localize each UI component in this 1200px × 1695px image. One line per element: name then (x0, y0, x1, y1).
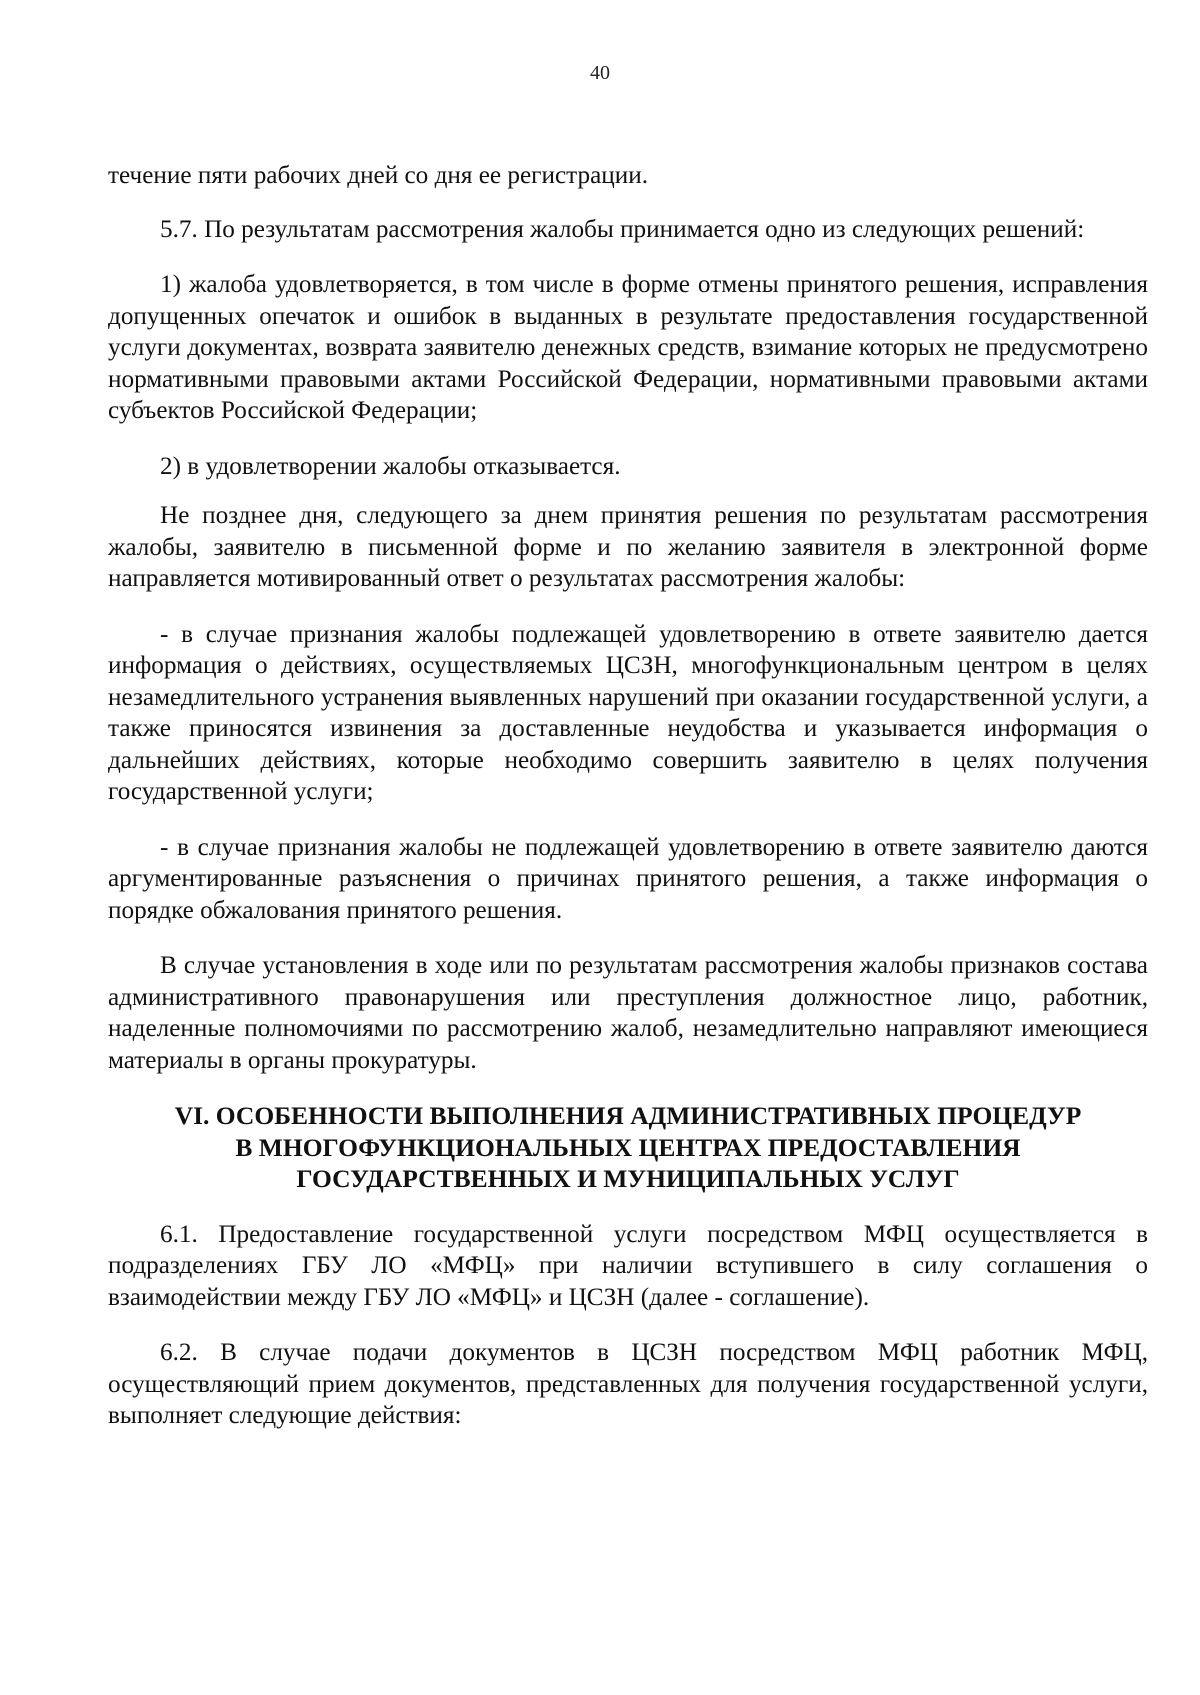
page-number: 40 (590, 62, 610, 84)
section-heading-line: VI. ОСОБЕННОСТИ ВЫПОЛНЕНИЯ АДМИНИСТРАТИВНЫХ ПРОЦЕДУР (174, 1101, 1082, 1130)
paragraph-5-7: 5.7. По результатам рассмотрения жалобы принимается одно из следующих решений: (160, 215, 1085, 243)
paragraph-6-2: 6.2. В случае подачи документов в ЦСЗН посредством МФЦ работник МФЦ, осуществляющий прием документов, представленных для получения государственной услуги, выполняет следующие действия: (108, 1339, 1148, 1429)
paragraph-satisfied-case: - в случае признания жалобы подлежащей удовлетворению в ответе заявителю дается информация о действиях, осуществляемых ЦСЗН, многофункциональным центром в целях незамедлительного устранения выявленных нарушений при оказании государственной услуги, а также приносятся извинения за доставленные неудобства и указывается информация о дальнейших действиях, которые необходимо совершить заявителю в целях получения государственной услуги; (108, 620, 1148, 805)
paragraph-decision-1: 1) жалоба удовлетворяется, в том числе в форме отмены принятого решения, исправления допущенных опечаток и ошибок в выданных в результате предоставления государственной услуги документах, возврата заявителю денежных средств, взимание которых не предусмотрено нормативными правовыми актами Российской Федерации, нормативными правовыми актами субъектов Российской Федерации; (108, 271, 1148, 424)
paragraph-decision-2: 2) в удовлетворении жалобы отказывается. (160, 452, 621, 480)
paragraph-6-1: 6.1. Предоставление государственной услуги посредством МФЦ осуществляется в подразделениях ГБУ ЛО «МФЦ» при наличии вступившего в силу соглашения о взаимодействии между ГБУ ЛО «МФЦ» и ЦСЗН (далее - соглашение). (108, 1220, 1148, 1311)
paragraph-continuation: течение пяти рабочих дней со дня ее регистрации. (108, 162, 648, 189)
paragraph-prosecution: В случае установления в ходе или по результатам рассмотрения жалобы признаков состава административного правонарушения или преступления должностное лицо, работник, наделенные полномочиями по рассмотрению жалоб, незамедлительно направляют имеющиеся материалы в органы прокуратуры. (108, 952, 1148, 1074)
section-heading (108, 1100, 1148, 1195)
section-heading-line: ГОСУДАРСТВЕННЫХ И МУНИЦИПАЛЬНЫХ УСЛУГ (296, 1164, 960, 1193)
paragraph-response-deadline: Не позднее дня, следующего за днем принятия решения по результатам рассмотрения жалобы, заявителю в письменной форме и по желанию заявителя в электронной форме направляется мотивированный ответ о результатах рассмотрения жалобы: (108, 502, 1148, 592)
section-heading-line: В МНОГОФУНКЦИОНАЛЬНЫХ ЦЕНТРАХ ПРЕДОСТАВЛЕНИЯ (235, 1132, 1021, 1162)
paragraph-rejected-case: - в случае признания жалобы не подлежащей удовлетворению в ответе заявителю даются аргументированные разъяснения о причинах принятого решения, а также информация о порядке обжалования принятого решения. (108, 833, 1148, 924)
document-body (108, 160, 1148, 1456)
